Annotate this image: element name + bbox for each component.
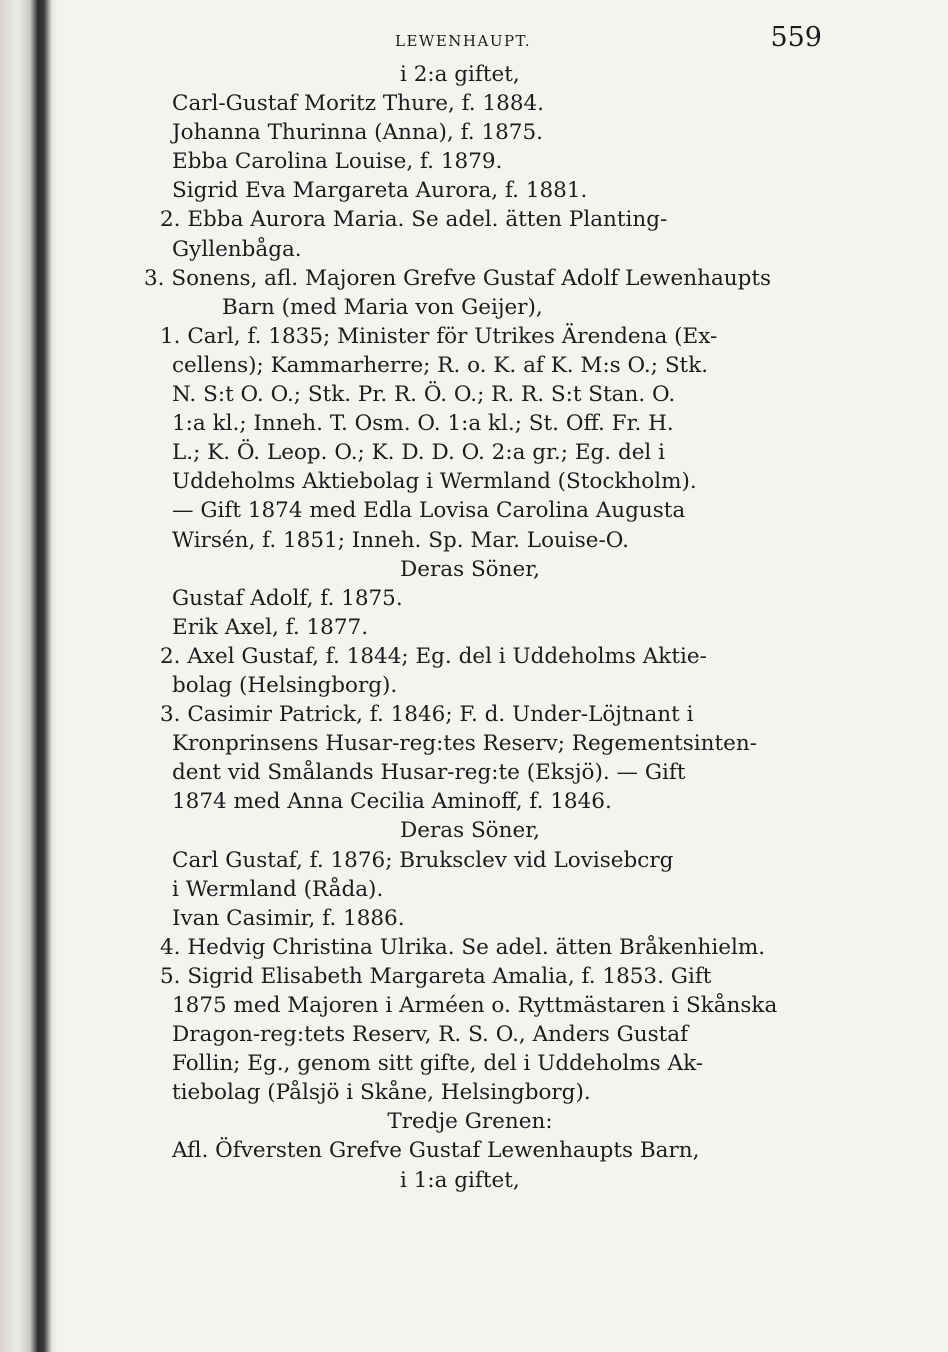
text-line: Carl Gustaf, f. 1876; Bruksclev vid Lovisebcrg xyxy=(172,847,674,873)
text-line: 2. Axel Gustaf, f. 1844; Eg. del i Uddeholms Aktie- xyxy=(160,643,707,669)
page-body xyxy=(130,60,850,1195)
text-line: L.; K. Ö. Leop. O.; K. D. D. O. 2:a gr.; Eg. del i xyxy=(172,440,666,466)
text-line: 1874 med Anna Cecilia Aminoff, f. 1846. xyxy=(172,789,612,815)
document-page xyxy=(130,20,850,1195)
section-heading: Deras Söner, xyxy=(400,556,540,582)
text-line: i 1:a giftet, xyxy=(400,1167,520,1193)
text-line: Gyllenbåga. xyxy=(172,236,302,262)
text-line: Uddeholms Aktiebolag i Wermland (Stockholm). xyxy=(172,469,697,495)
text-line: 3. Casimir Patrick, f. 1846; F. d. Under-Löjtnant i xyxy=(160,702,694,728)
text-line: dent vid Smålands Husar-reg:te (Eksjö). — Gift xyxy=(172,760,686,786)
text-line: tiebolag (Pålsjö i Skåne, Helsingborg). xyxy=(172,1080,591,1106)
text-line: 1:a kl.; Inneh. T. Osm. O. 1:a kl.; St. Off. Fr. H. xyxy=(172,411,674,437)
text-line: 1. Carl, f. 1835; Minister för Utrikes Ärendena (Ex- xyxy=(160,323,718,349)
section-heading: Tredje Grenen: xyxy=(387,1109,553,1135)
text-line: Carl-Gustaf Moritz Thure, f. 1884. xyxy=(172,91,545,117)
text-line: Gustaf Adolf, f. 1875. xyxy=(172,585,403,611)
text-line: bolag (Helsingborg). xyxy=(172,672,398,698)
page-header xyxy=(130,20,850,60)
text-line: Dragon-reg:tets Reserv, R. S. O., Anders Gustaf xyxy=(172,1022,689,1048)
text-line: i 2:a giftet, xyxy=(400,62,520,87)
text-line: Follin; Eg., genom sitt gifte, del i Uddeholms Ak- xyxy=(172,1051,703,1077)
text-line: Wirsén, f. 1851; Inneh. Sp. Mar. Louise-O. xyxy=(172,527,629,553)
text-line: Kronprinsens Husar-reg:tes Reserv; Regementsinten- xyxy=(172,731,757,757)
text-line: Ebba Carolina Louise, f. 1879. xyxy=(172,149,503,175)
text-line: N. S:t O. O.; Stk. Pr. R. Ö. O.; R. R. S:t Stan. O. xyxy=(172,382,676,408)
running-title: LEWENHAUPT. xyxy=(395,32,532,50)
section-heading: Deras Söner, xyxy=(400,818,540,844)
text-line: — Gift 1874 med Edla Lovisa Carolina Augusta xyxy=(172,498,686,524)
text-line: cellens); Kammarherre; R. o. K. af K. M:s O.; Stk. xyxy=(172,352,709,378)
text-line: 3. Sonens, afl. Majoren Grefve Gustaf Adolf Lewenhaupts xyxy=(144,265,772,291)
text-line: Afl. Öfversten Grefve Gustaf Lewenhaupts Barn, xyxy=(172,1138,700,1164)
text-line: i Wermland (Råda). xyxy=(172,876,384,902)
text-line: 2. Ebba Aurora Maria. Se adel. ätten Planting- xyxy=(160,207,668,233)
text-line: Johanna Thurinna (Anna), f. 1875. xyxy=(172,120,544,146)
text-line: 1875 med Majoren i Arméen o. Ryttmästaren i Skånska xyxy=(172,993,778,1018)
text-line: 5. Sigrid Elisabeth Margareta Amalia, f. 1853. Gift xyxy=(160,963,712,989)
text-line: Erik Axel, f. 1877. xyxy=(172,614,369,640)
text-line: Ivan Casimir, f. 1886. xyxy=(172,905,405,931)
page-number: 559 xyxy=(770,22,822,53)
text-line: 4. Hedvig Christina Ulrika. Se adel. ätten Bråkenhielm. xyxy=(160,934,766,960)
text-line: Barn (med Maria von Geijer), xyxy=(222,294,543,320)
book-binding-edge xyxy=(0,0,58,1352)
text-line: Sigrid Eva Margareta Aurora, f. 1881. xyxy=(172,178,588,204)
